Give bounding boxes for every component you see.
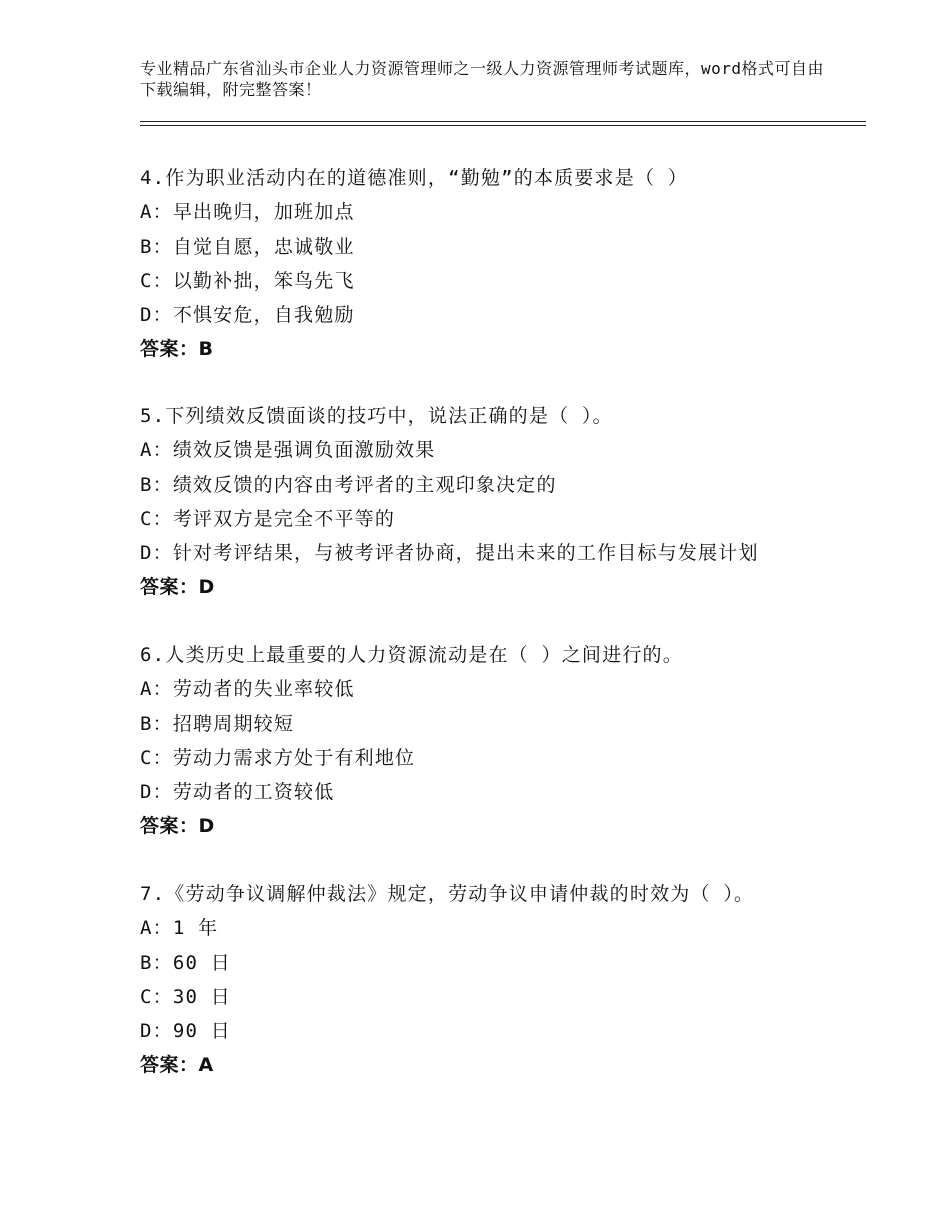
- option-a: A：绩效反馈是强调负面激励效果: [140, 439, 436, 462]
- header-rule-bottom: [140, 125, 866, 126]
- option-b: B：绩效反馈的内容由考评者的主观印象决定的: [140, 473, 557, 496]
- option-b: B：60 日: [140, 951, 231, 974]
- answer: 答案：B: [140, 338, 214, 361]
- question-block-5: [140, 399, 860, 605]
- question-block-6: [140, 638, 860, 844]
- question-stem: 4.作为职业活动内在的道德准则，“勤勉”的本质要求是（ ）: [140, 167, 688, 189]
- option-c: C：以勤补拙，笨鸟先飞: [140, 269, 355, 292]
- question-block-7: [140, 877, 860, 1083]
- option-b: B：自觉自愿，忠诚敬业: [140, 235, 355, 258]
- option-d: D：针对考评结果，与被考评者协商，提出未来的工作目标与发展计划: [140, 542, 759, 565]
- question-stem: 7.《劳动争议调解仲裁法》规定，劳动争议申请仲裁的时效为（ ）。: [140, 883, 755, 905]
- option-a: A：劳动者的失业率较低: [140, 678, 355, 701]
- option-b: B：招聘周期较短: [140, 712, 295, 735]
- option-d: D：劳动者的工资较低: [140, 781, 335, 804]
- answer: 答案：D: [140, 576, 215, 599]
- question-stem: 6.人类历史上最重要的人力资源流动是在（ ）之间进行的。: [140, 644, 683, 666]
- option-c: C：劳动力需求方处于有利地位: [140, 746, 416, 769]
- answer: 答案：A: [140, 1054, 214, 1077]
- answer: 答案：D: [140, 815, 215, 838]
- document-header: 专业精品广东省汕头市企业人力资源管理师之一级人力资源管理师考试题库，word格式可自由下载编辑，附完整答案！: [140, 59, 825, 99]
- option-c: C：30 日: [140, 985, 231, 1008]
- option-d: D：不惧安危，自我勉励: [140, 304, 355, 327]
- header-rule-top: [140, 121, 866, 122]
- option-a: A：1 年: [140, 917, 219, 940]
- option-d: D：90 日: [140, 1020, 231, 1043]
- question-block-4: [140, 161, 860, 367]
- option-c: C：考评双方是完全不平等的: [140, 507, 396, 530]
- option-a: A：早出晚归，加班加点: [140, 201, 355, 224]
- question-stem: 5.下列绩效反馈面谈的技巧中，说法正确的是（ ）。: [140, 405, 613, 427]
